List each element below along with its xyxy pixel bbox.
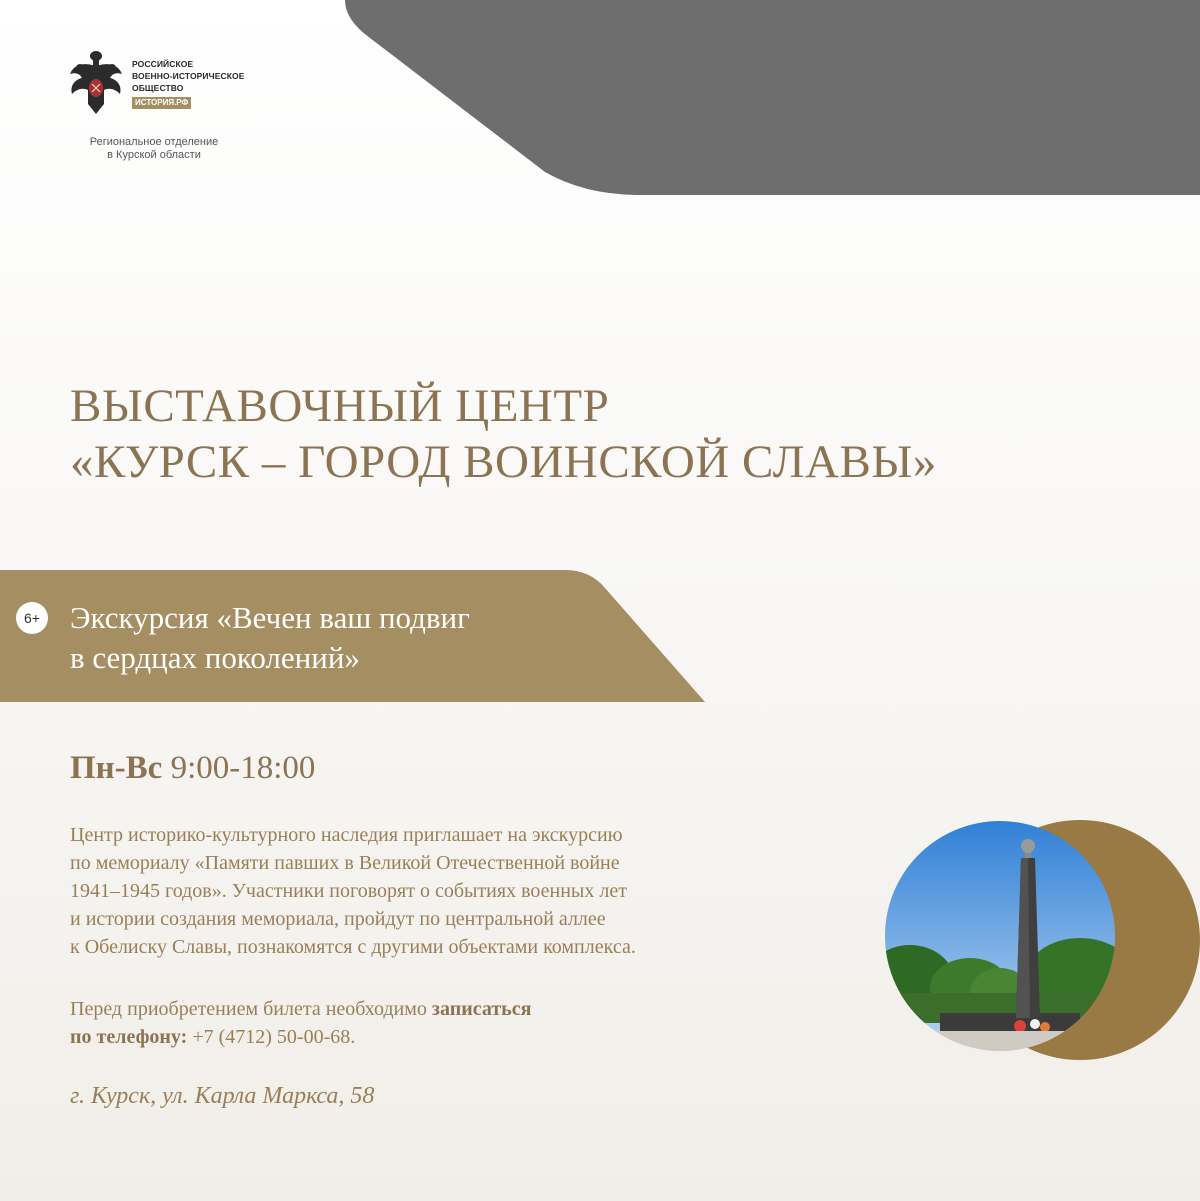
regional-branch-caption [66, 136, 242, 162]
tour-name-line: Экскурсия «Вечен ваш подвиг [70, 600, 470, 635]
booking-emphasis: записаться [431, 998, 532, 1020]
description-line: 1941–1945 годов». Участники поговорят о событиях военных лет [70, 880, 627, 902]
age-rating-badge: 6+ [16, 602, 48, 634]
booking-emphasis: по телефону: [70, 1026, 188, 1048]
opening-days: Пн-Вс [70, 750, 163, 786]
booking-text: Перед приобретением билета необходимо [70, 998, 432, 1020]
organization-website-badge: ИСТОРИЯ.РФ [132, 97, 191, 109]
address: г. Курск, ул. Карла Маркса, 58 [70, 1083, 375, 1109]
description-line: Центр историко-культурного наследия приглашает на экскурсию [70, 824, 623, 846]
phone-number[interactable]: +7 (4712) 50-00-68. [187, 1026, 356, 1048]
opening-time: 9:00-18:00 [170, 750, 316, 786]
title-line: «КУРСК – ГОРОД ВОИНСКОЙ СЛАВЫ» [70, 436, 937, 488]
organization-logo [66, 48, 266, 168]
organization-name-line: ОБЩЕСТВО [132, 83, 184, 93]
booking-info [70, 995, 830, 1051]
tour-name [70, 598, 670, 678]
booking-line [70, 1023, 830, 1051]
regional-caption-line: Региональное отделение [89, 136, 219, 148]
booking-line [70, 995, 830, 1023]
tour-description [70, 821, 830, 961]
organization-name-line: ВОЕННО-ИСТОРИЧЕСКОЕ [132, 71, 245, 81]
memorial-photo-composition [880, 818, 1200, 1063]
opening-hours [70, 748, 315, 788]
double-headed-eagle-icon [66, 48, 126, 120]
description-line: к Обелиску Славы, познакомятся с другими объектами комплекса. [70, 936, 636, 958]
title-line: ВЫСТАВОЧНЫЙ ЦЕНТР [70, 380, 610, 432]
description-line: по мемориалу «Памяти павших в Великой Отечественной войне [70, 852, 620, 874]
organization-name-line: РОССИЙСКОЕ [132, 59, 194, 69]
page-title [70, 378, 1150, 490]
tour-name-line: в сердцах поколений» [70, 640, 360, 675]
regional-caption-line: в Курской области [107, 149, 201, 161]
description-line: и истории создания мемориала, пройдут по центральной аллее [70, 908, 606, 930]
